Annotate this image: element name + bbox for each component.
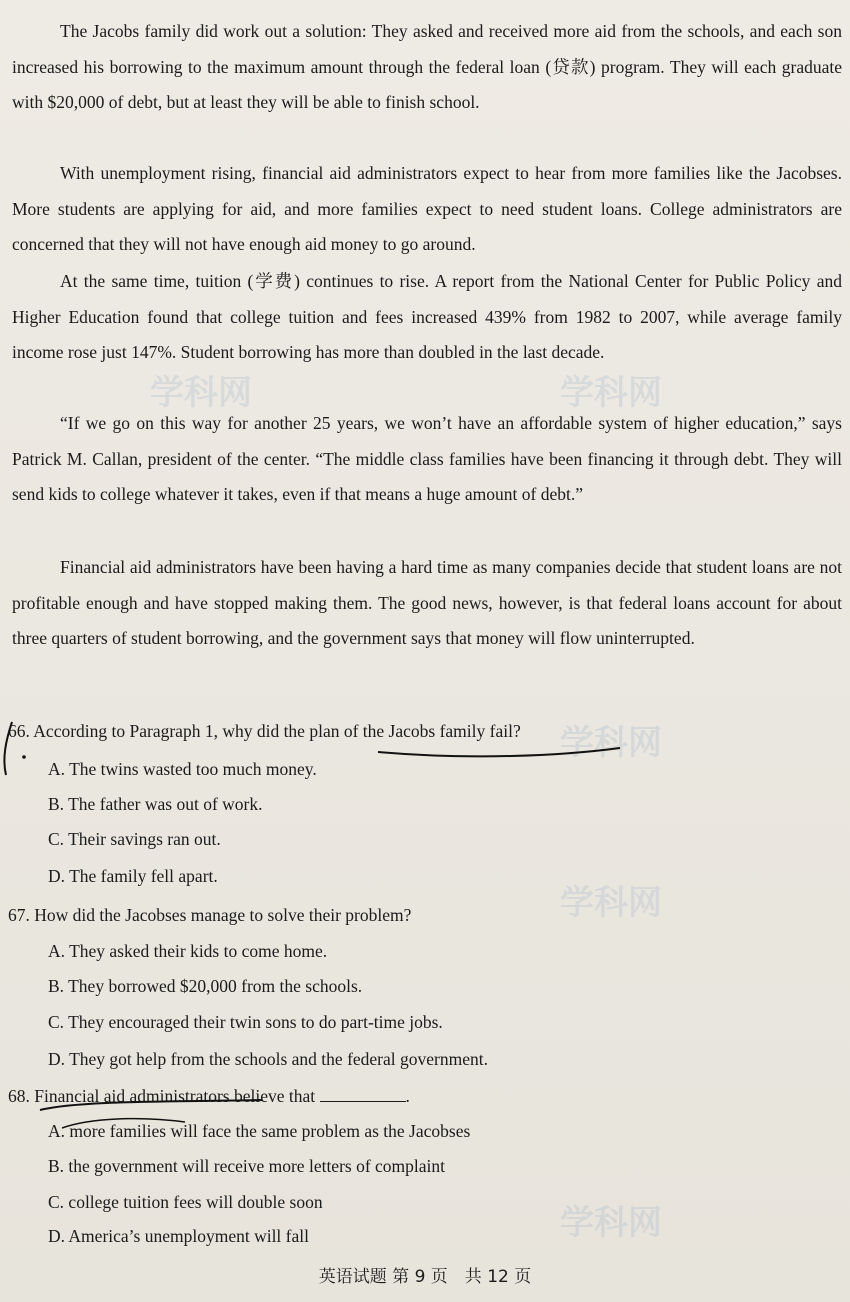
- question-68-stem-end: .: [405, 1086, 410, 1106]
- question-66-option-d: D. The family fell apart.: [48, 866, 218, 886]
- paragraph-3: At the same time, tuition (学费) continues to rise. A report from the National Center for Public Policy and Higher Education found that college tuition and fees increased 439% from 1982 to 2007, while average family income rose just 147%. Student borrowing has more than doubled in the last decade.: [12, 271, 842, 362]
- watermark: 学科网: [150, 373, 252, 413]
- watermark: 学科网: [560, 883, 662, 923]
- paragraph-5: Financial aid administrators have been having a hard time as many companies decide that student loans are not profitable enough and have stopped making them. The good news, however, is that federal loans account for about three quarters of student borrowing, and the government says that money will flow uninterrupted.: [12, 557, 842, 648]
- paragraph-1: The Jacobs family did work out a solution: They asked and received more aid from the schools, and each son increased his borrowing to the maximum amount through the federal loan (贷款) program. They will each graduate with $20,000 of debt, but at least they will be able to finish school.: [12, 21, 842, 112]
- question-67-option-b: B. They borrowed $20,000 from the schools.: [48, 976, 363, 996]
- question-67-stem: 67. How did the Jacobses manage to solve their problem?: [8, 905, 412, 925]
- page-footer: 英语试题 第 9 页 共 12 页: [318, 1267, 532, 1287]
- question-67-option-c: C. They encouraged their twin sons to do part-time jobs.: [48, 1012, 443, 1032]
- watermark: 学科网: [560, 373, 662, 413]
- question-66-stem: 66. According to Paragraph 1, why did the plan of the Jacobs family fail?: [8, 721, 521, 741]
- answer-blank: [320, 1087, 406, 1102]
- paragraph-2: With unemployment rising, financial aid administrators expect to hear from more families like the Jacobses. More students are applying for aid, and more families expect to need student loans. College administrators are concerned that they will not have enough aid money to go around.: [12, 163, 842, 254]
- question-68-option-d: D. America’s unemployment will fall: [48, 1226, 309, 1246]
- question-66-option-a: A. The twins wasted too much money.: [48, 759, 317, 779]
- question-68-option-b: B. the government will receive more letters of complaint: [48, 1156, 446, 1176]
- question-66-option-b: B. The father was out of work.: [48, 794, 263, 814]
- question-67-option-a: A. They asked their kids to come home.: [48, 941, 328, 961]
- question-68-stem: [8, 1079, 838, 1113]
- question-68-stem-text: 68. Financial aid administrators believe that: [8, 1086, 316, 1106]
- question-68-option-a: A. more families will face the same problem as the Jacobses: [48, 1121, 471, 1141]
- watermark: 学科网: [560, 723, 662, 763]
- question-67-option-d: D. They got help from the schools and the federal government.: [48, 1049, 488, 1069]
- question-68-option-c: C. college tuition fees will double soon: [48, 1192, 323, 1212]
- question-66-option-c: C. Their savings ran out.: [48, 829, 221, 849]
- paragraph-4: “If we go on this way for another 25 years, we won’t have an affordable system of higher education,” says Patrick M. Callan, president of the center. “The middle class families have been financing it through debt. They will send kids to college whatever it takes, even if that means a huge amount of debt.”: [12, 413, 842, 504]
- watermark: 学科网: [560, 1203, 662, 1243]
